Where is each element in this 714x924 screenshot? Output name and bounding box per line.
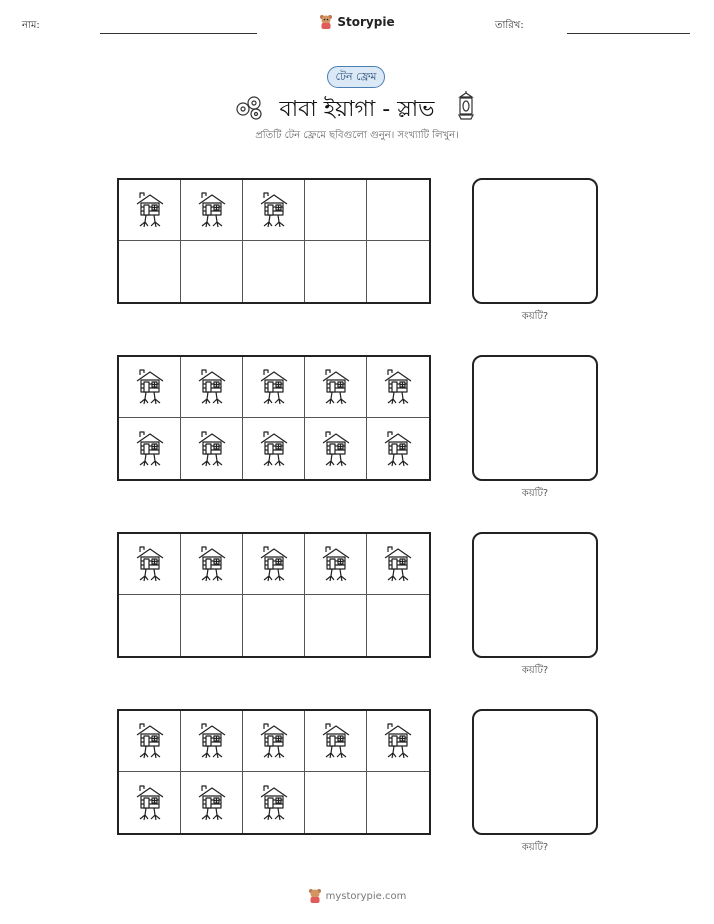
count-question-label: কয়টি?	[521, 665, 549, 676]
ten-frame-cell	[367, 711, 429, 772]
ten-frame	[117, 532, 431, 658]
instructions: প্রতিটি টেন ফ্রেমে ছবিগুলো গুনুন। সংখ্যাটি লিখুন।	[255, 130, 459, 141]
hut-on-chicken-legs-icon	[133, 783, 167, 823]
ten-frame-cell	[305, 534, 367, 595]
date-line	[567, 33, 690, 34]
ten-frame-cell	[243, 418, 305, 479]
ten-frame-cell	[119, 241, 181, 302]
hut-on-chicken-legs-icon	[257, 783, 291, 823]
ten-frame-cell	[305, 241, 367, 302]
hut-on-chicken-legs-icon	[319, 367, 353, 407]
ten-frame-cell	[181, 357, 243, 418]
ten-frame-cell	[243, 180, 305, 241]
ten-frame-cell	[243, 595, 305, 656]
hut-on-chicken-legs-icon	[195, 721, 229, 761]
ten-frame-cell	[305, 180, 367, 241]
ten-frame-cell	[243, 357, 305, 418]
hut-on-chicken-legs-icon	[133, 544, 167, 584]
hut-on-chicken-legs-icon	[381, 721, 415, 761]
hut-on-chicken-legs-icon	[319, 544, 353, 584]
name-label: নাম:	[22, 20, 40, 31]
ten-frame-cell	[181, 595, 243, 656]
ten-frame-cell	[119, 595, 181, 656]
ten-frame	[117, 709, 431, 835]
hut-on-chicken-legs-icon	[381, 367, 415, 407]
answer-box[interactable]	[472, 355, 598, 481]
bear-mascot-icon	[319, 14, 333, 30]
ten-frame-cell	[305, 772, 367, 833]
bear-mascot-icon	[308, 888, 322, 904]
ten-frame-cell	[243, 711, 305, 772]
hut-on-chicken-legs-icon	[257, 429, 291, 469]
hut-on-chicken-legs-icon	[195, 367, 229, 407]
ten-frame-cell	[181, 534, 243, 595]
ten-frame-cell	[367, 772, 429, 833]
ten-frame-cell	[119, 534, 181, 595]
hut-on-chicken-legs-icon	[381, 544, 415, 584]
page-title: বাবা ইয়াগা - স্লাভ	[279, 97, 435, 122]
hut-on-chicken-legs-icon	[381, 429, 415, 469]
footer	[0, 888, 714, 904]
hut-on-chicken-legs-icon	[195, 429, 229, 469]
ten-frame-cell	[181, 241, 243, 302]
ten-frame-cell	[119, 772, 181, 833]
hut-on-chicken-legs-icon	[257, 367, 291, 407]
brand-name: Storypie	[337, 15, 395, 29]
footer-url: mystorypie.com	[325, 890, 407, 902]
hut-on-chicken-legs-icon	[133, 429, 167, 469]
ten-frame-cell	[367, 418, 429, 479]
ten-frame-cell	[243, 772, 305, 833]
hut-on-chicken-legs-icon	[257, 544, 291, 584]
hut-on-chicken-legs-icon	[195, 783, 229, 823]
count-question-label: কয়টি?	[521, 311, 549, 322]
hut-on-chicken-legs-icon	[195, 190, 229, 230]
ten-frame-cell	[119, 711, 181, 772]
ten-frame-cell	[367, 241, 429, 302]
date-label: তারিখ:	[495, 20, 524, 31]
ten-frame-cell	[305, 711, 367, 772]
ten-frame-cell	[305, 357, 367, 418]
lantern-icon	[456, 90, 476, 122]
ten-frame-cell	[305, 595, 367, 656]
ten-frame-cell	[181, 180, 243, 241]
brand-logo	[0, 14, 714, 30]
hut-on-chicken-legs-icon	[195, 544, 229, 584]
ten-frame-cell	[119, 180, 181, 241]
category-tag: টেন ফ্রেম	[327, 66, 385, 88]
ten-frame-cell	[181, 772, 243, 833]
hut-on-chicken-legs-icon	[133, 367, 167, 407]
hut-on-chicken-legs-icon	[133, 190, 167, 230]
ten-frame-cell	[119, 357, 181, 418]
ten-frame-cell	[181, 418, 243, 479]
ten-frame	[117, 178, 431, 304]
hut-on-chicken-legs-icon	[257, 190, 291, 230]
ten-frame	[117, 355, 431, 481]
ten-frame-cell	[243, 241, 305, 302]
ten-frame-cell	[367, 180, 429, 241]
ten-frame-cell	[367, 357, 429, 418]
answer-box[interactable]	[472, 709, 598, 835]
count-question-label: কয়টি?	[521, 842, 549, 853]
hut-on-chicken-legs-icon	[319, 721, 353, 761]
answer-box[interactable]	[472, 532, 598, 658]
hut-on-chicken-legs-icon	[133, 721, 167, 761]
ten-frame-cell	[367, 595, 429, 656]
hut-on-chicken-legs-icon	[319, 429, 353, 469]
count-question-label: কয়টি?	[521, 488, 549, 499]
ten-frame-cell	[119, 418, 181, 479]
hut-on-chicken-legs-icon	[257, 721, 291, 761]
answer-box[interactable]	[472, 178, 598, 304]
ten-frame-cell	[367, 534, 429, 595]
ten-frame-cell	[305, 418, 367, 479]
ten-frame-cell	[181, 711, 243, 772]
name-line	[100, 33, 257, 34]
ten-frame-cell	[243, 534, 305, 595]
